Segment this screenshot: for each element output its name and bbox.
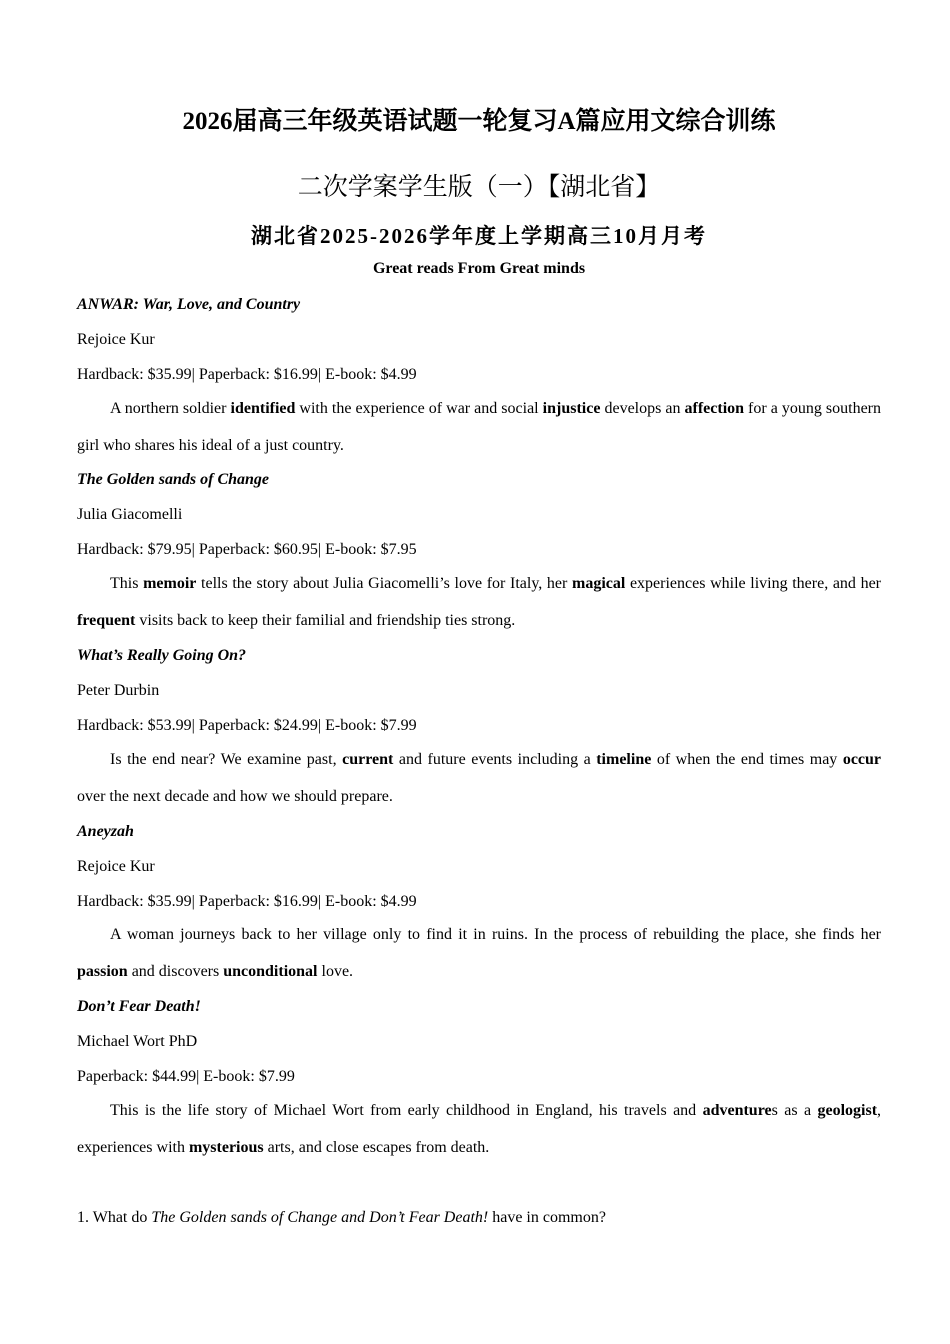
book-title: Don’t Fear Death! bbox=[77, 998, 201, 1015]
document-title: 2026届高三年级英语试题一轮复习A篇应用文综合训练 bbox=[182, 108, 776, 135]
book-prices: Hardback: $35.99| Paperback: $16.99| E-book: $4.99 bbox=[77, 366, 417, 383]
book-author: Rejoice Kur bbox=[77, 331, 155, 348]
question-text: 1. What do The Golden sands of Change and Don’t Fear Death! have in common? bbox=[77, 1209, 606, 1226]
book-description: A woman journeys back to her village only to find it in ruins. In the process of rebuilding the place, she finds her passion and discovers unconditional love. bbox=[77, 926, 881, 980]
book-author: Michael Wort PhD bbox=[77, 1033, 198, 1050]
book-prices: Hardback: $35.99| Paperback: $16.99| E-book: $4.99 bbox=[77, 893, 417, 910]
book-description: This memoir tells the story about Julia Giacomelli’s love for Italy, her magical experiences while living there, and her frequent visits back to keep their familial and friendship ties strong. bbox=[77, 575, 881, 629]
book-description: Is the end near? We examine past, current and future events including a timeline of when the end times may occur over the next decade and how we should prepare. bbox=[77, 751, 882, 805]
book-author: Rejoice Kur bbox=[77, 858, 155, 875]
exam-subtitle: 湖北省2025-2026学年度上学期高三10月月考 bbox=[251, 224, 707, 248]
book-description: A northern soldier identified with the experience of war and social injustice develops an affection for a young southern girl who shares his ideal of a just country. bbox=[77, 400, 882, 454]
book-title: Aneyzah bbox=[77, 823, 134, 840]
section-heading: Great reads From Great minds bbox=[372, 260, 586, 277]
book-title: ANWAR: War, Love, and Country bbox=[77, 296, 301, 313]
book-author: Julia Giacomelli bbox=[77, 506, 183, 523]
book-prices: Paperback: $44.99| E-book: $7.99 bbox=[77, 1068, 295, 1085]
book-author: Peter Durbin bbox=[77, 682, 160, 699]
book-prices: Hardback: $79.95| Paperback: $60.95| E-book: $7.95 bbox=[77, 541, 417, 558]
book-description: This is the life story of Michael Wort from early childhood in England, his travels and adventures as a geologist, experiences with mysterious arts, and close escapes from death. bbox=[77, 1102, 882, 1156]
document-title-line2: 二次学案学生版（一）【湖北省】 bbox=[297, 174, 661, 201]
book-title: The Golden sands of Change bbox=[77, 471, 270, 488]
book-prices: Hardback: $53.99| Paperback: $24.99| E-book: $7.99 bbox=[77, 717, 417, 734]
book-title: What’s Really Going On? bbox=[77, 647, 247, 664]
